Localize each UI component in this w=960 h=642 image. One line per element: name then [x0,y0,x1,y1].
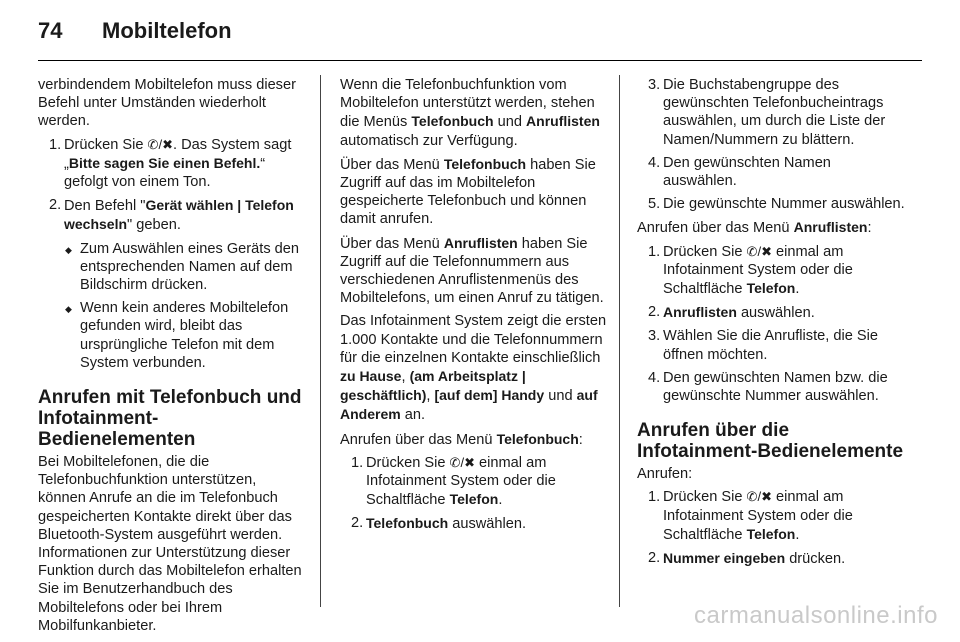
list-item: 1. Drücken Sie ✆/✖ einmal am Infotainment System oder die Schaltfläche Telefon. [648,489,853,543]
column-1 [38,76,306,640]
mute-icon: ✖ [464,454,475,470]
column-divider [619,75,620,607]
paragraph: Anrufen: [637,466,693,483]
list-item: 1. Drücken Sie ✆/✖ einmal am Infotainment System oder die Schaltfläche Telefon. [648,243,853,298]
bullet-item: ◆ Zum Auswählen eines Geräts den entsprechenden Namen auf dem Bildschirm drücken. [64,240,306,295]
phone-icon: ✆ [746,489,758,505]
list-item: 1. Drücken Sie ✆/✖ einmal am Infotainment System oder die Schaltfläche Telefon. [351,454,556,509]
phone-icon: ✆ [449,454,461,470]
mute-icon: ✖ [761,489,772,505]
section-heading: Anrufen über die Infotainment-Bedienelemente [637,420,904,463]
slash-icon: / [757,243,762,259]
page-number: 74 [38,18,63,43]
paragraph: Über das Menü Anruflisten haben Sie Zugriff auf die Telefonnummern aus verschiedenen Anruflistenmenüs des Mobiltelefons, um einen Anruf zu tätigen. [340,234,604,307]
watermark: carmanualsonline.info [694,602,938,629]
column-divider [320,75,321,607]
section-heading: Anrufen mit Telefonbuch und Infotainment-Bedienelementen [38,387,302,451]
list-item: 3. Wählen Sie die Anrufliste, die Sie öffnen möchten. [648,328,878,363]
paragraph: verbindendem Mobiltelefon muss dieser Befehl unter Umständen wiederholt werden. [38,77,296,130]
page-title: Mobiltelefon [102,18,232,43]
list-item: 3. Die Buchstabengruppe des gewünschten Telefonbucheintrags auswählen, um durch die Liste der Namen/Nummern zu blättern. [648,77,886,148]
numbered-list [340,454,608,534]
header-rule [38,60,922,61]
slash-icon: / [158,136,163,152]
paragraph: Bei Mobiltelefonen, die die Telefonbuchfunktion unterstützen, können Anrufe an die im Telefonbuch gespeicherten Kontakte direkt über das Bluetooth-System ausgeführt werden. Informationen zur Unterstützung dieser Funktion durch das Mobiltelefon erhalten Sie im Benutzerhandbuch des Mobiltelefons oder bei Ihrem Mobilfunkanbieter. [38,454,302,634]
mute-icon: ✖ [761,243,772,259]
numbered-list [637,488,905,568]
column-2 [340,76,608,539]
column-3 [637,76,905,573]
numbered-list [38,136,306,372]
phone-icon: ✆ [147,136,159,152]
list-item: 4. Den gewünschten Namen auswählen. [648,154,831,190]
slash-icon: / [757,489,762,505]
paragraph: Anrufen über das Menü Telefonbuch: [340,430,583,448]
paragraph: Das Infotainment System zeigt die ersten 1.000 Kontakte und die Telefonnummern für die einzelnen Kontakte einschließlich zu Hause, (am Arbeitsplatz | geschäftlich), [auf dem] Handy und auf Anderem an. [340,313,607,424]
bullet-item: ◆ Wenn kein anderes Mobiltelefon gefunden wird, bleibt das ursprüngliche Telefon mit dem System verbunden. [64,299,306,372]
bullet-list [64,240,306,372]
numbered-list [637,243,905,406]
list-item: 2. Den Befehl "Gerät wählen | Telefon wechseln" geben. ◆ Zum Auswählen eines Geräts den entsprechenden Namen auf dem Bildschirm drücken. ◆ Wenn kein anderes Mobiltelefon gefunden wird, bleibt das ursprüngliche Telefon mit dem System verbunden. [38,196,306,372]
phone-icon: ✆ [746,243,758,259]
paragraph: Über das Menü Telefonbuch haben Sie Zugriff auf das im Mobiltelefon gespeicherte Telefonbuch und können damit anrufen. [340,155,596,228]
list-item: 5. Die gewünschte Nummer auswählen. [648,196,905,213]
page-header [38,18,232,44]
paragraph: Anrufen über das Menü Anruflisten: [637,219,872,237]
paragraph: Wenn die Telefonbuchfunktion vom Mobiltelefon unterstützt werden, stehen die Menüs Telefonbuch und Anruflisten automatisch zur Verfügung. [340,77,600,149]
mute-icon: ✖ [162,136,173,152]
list-item: 2. Nummer eingeben drücken. [648,550,846,568]
list-item: 1. Drücken Sie ✆/✖. Das System sagt „Bitte sagen Sie einen Befehl.“ gefolgt von einem Ton. [49,136,292,191]
slash-icon: / [460,454,465,470]
list-item: 2. Telefonbuch auswählen. [351,515,527,533]
list-item: 4. Den gewünschten Namen bzw. die gewünschte Nummer auswählen. [648,369,888,405]
list-item: 2. Anruflisten auswählen. [648,304,815,322]
numbered-list [637,76,905,213]
